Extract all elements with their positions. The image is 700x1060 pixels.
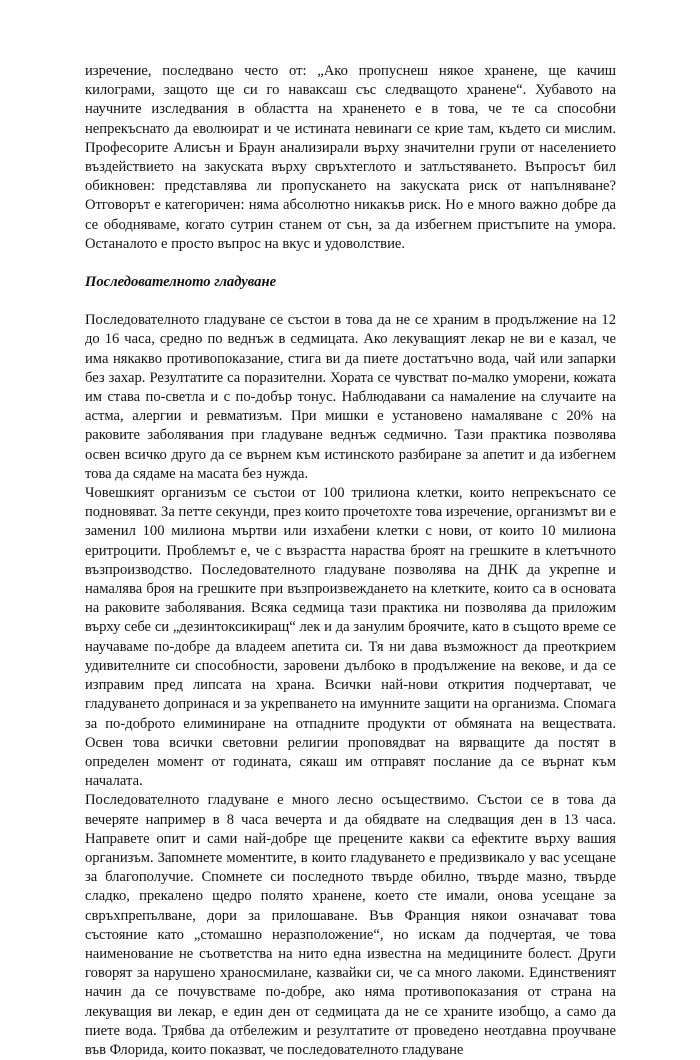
body-paragraph-1: Последователното гладуване се състои в това да не се храним в продължение на 12 до 16 часа, средно по веднъж в седмицата. Ако лекуващият лекар не ви е казал, че има някакво противопоказание, стига ви да пиете достатъчно вода, чай или запарки без захар. Резултатите са поразителни. Хората се чувстват по-малко уморени, кожата им става по-светла и с по-добър тонус. Наблюдавани са намаление на случаите на астма, алергии и ревматизъм. При мишки е установено намаляване с 20% на раковите заболявания при гладуване веднъж седмично. Тази практика позволява освен всичко друго да се върнем към истинското разбиране за апетит и да избегнем това да сядаме на масата без нужда. [85,312,616,482]
document-page [85,62,616,1060]
body-paragraph-2: Човешкият организъм се състои от 100 трилиона клетки, които непрекъснато се подновяват. За петте секунди, през които прочетохте това изречение, организмът ви е заменил 100 милиона мъртви или изхабени клетки с нови, от които 10 милиона еритроцити. Проблемът е, че с възрастта нараства броят на грешките в клетъчното възпроизводство. Последователното гладуване позволява на ДНК да укрепне и намалява броя на грешките при възпроизвеждането на клетките, които са в основата на раковите заболявания. Всяка седмица тази практика ни позволява да приложим върху себе си „дезинтоксикиращ“ лек и да занулим броячите, като в същото време се научаваме по-добре да владеем апетита си. Тя ни дава възможност да преоткрием удивителните си способности, заровени дълбоко в продължение на векове, и да се изправим пред липсата на храна. Всички най-нови открития подчертават, че гладуването допринася и за укрепването на имунните защити на организма. Спомага за по-доброто елиминиране на отпадните продукти от обмяната на веществата. Освен това всички световни религии проповядват на вярващите да постят в определен момент от годината, сякаш им отправят послание да се върнат към началата. [85,485,616,790]
body-paragraph-3: Последователното гладуване е много лесно осъществимо. Състои се в това да вечеряте например в 8 часа вечерта и да обядвате на следващия ден в 13 часа. Направете опит и сами най-добре ще прецените какви са ефектите върху вашия организъм. Запомнете моментите, в които гладуването е предизвикало у вас усещане за благополучие. Спомнете си последното твърде обилно, твърде мазно, твърде сладко, прекалено щедро полято хранене, което сте имали, онова усещане за свръхпрепълване, дори за прилошаване. Във Франция някои означават това състояние като „стомашно неразположение“, но искам да подчертая, че това наименование не съответства на нито една известна на медицините болест. Други говорят за нарушено храносмилане, казвайки си, че са много лакоми. Единственият начин да се почувстваме по-добре, ако няма противопоказания от страна на лекуващия ви лекар, е един ден от седмицата да не се храните изобщо, а само да пиете вода. Трябва да отбележим и резултатите от проведено неотдавна проучване във Флорида, които показват, че последователното гладуване [85,792,616,1058]
section-heading: Последователното гладуване [85,274,277,291]
intro-paragraph: изречение, последвано често от: „Ако пропуснеш някое хранене, ще качиш килограми, защото ще си го наваксаш със следващото хранене“. Хубавото на научните изследвания в областта на храненето е в това, че те са способни непрекъснато да еволюират и че истината невинаги се крие там, където си мислим. Професорите Алисън и Браун анализирали върху значителни групи от населението въздействието на закуската върху свръхтеглото и затлъстяването. Въпросът бил обикновен: представлява ли пропускането на закуската риск от напълняване? Отговорът е категоричен: няма абсолютно никакъв риск. Но е много важно добре да се ободняваме, когато сутрин станем от сън, за да избегнем пристъпите на умора. Останалото е просто въпрос на вкус и удоволствие. [85,63,616,252]
paragraph-spacer [85,254,616,273]
paragraph-spacer [85,292,616,311]
